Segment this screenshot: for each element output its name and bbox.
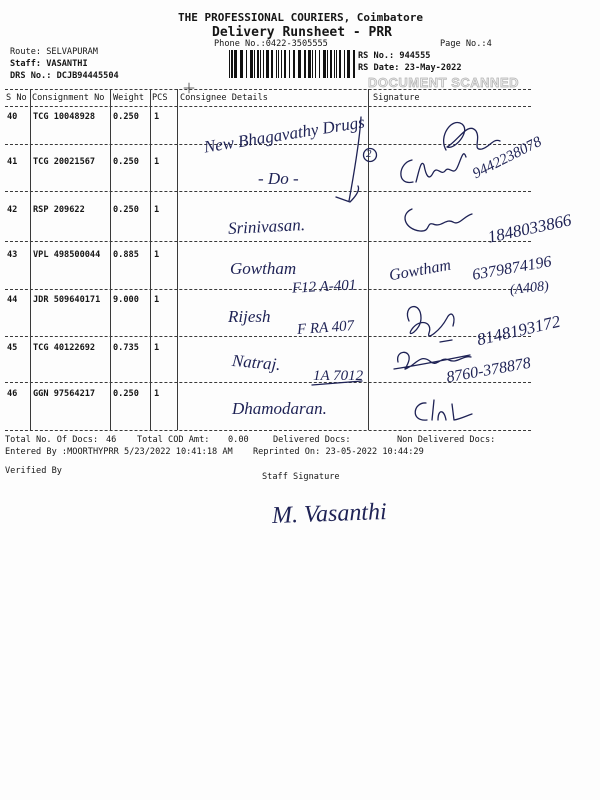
rs-number-line (358, 51, 430, 61)
barcode-bar (327, 50, 328, 78)
sno-cell: 43 (7, 250, 18, 260)
weight-cell: 0.250 (113, 112, 139, 122)
barcode-bar (289, 50, 290, 78)
weight-cell: 0.885 (113, 250, 139, 260)
consignment-cell: TCG 20021567 (33, 157, 96, 167)
drs-label: DRS No.: (10, 71, 52, 81)
barcode-bar (246, 50, 247, 78)
staff-signature-label: Staff Signature (262, 472, 340, 482)
entered-at: 5/23/2022 10:41:18 AM (124, 447, 233, 457)
phone-label: Phone No.: (214, 39, 266, 49)
barcode-bar (334, 50, 335, 78)
barcode-bar (266, 50, 269, 78)
pcs-cell: 1 (154, 343, 160, 353)
signature-scribble (444, 123, 500, 150)
consignment-cell: JDR 509640171 (33, 295, 101, 305)
staff-label: Staff: (10, 59, 42, 69)
barcode-bar (263, 50, 264, 78)
pcs-cell: 1 (154, 205, 160, 215)
registration-mark (184, 83, 194, 93)
rs-date-label: RS Date: (358, 63, 400, 73)
pcs-cell: 1 (154, 295, 160, 305)
pcs-cell: 1 (154, 112, 160, 122)
entered-by-label: Entered By : (5, 447, 68, 457)
barcode-bar (319, 50, 320, 78)
barcode-bar (240, 50, 243, 78)
route-line (10, 47, 98, 57)
receiver-phone-handwriting: 1848033866 (485, 210, 574, 247)
header-divider (5, 106, 531, 107)
rs-date-line (358, 63, 462, 73)
route-label: Route: (10, 47, 42, 57)
phone-line (214, 39, 328, 49)
consignee-handwriting: Natraj. (231, 350, 282, 375)
barcode-bar (254, 50, 255, 78)
barcode-bar (276, 50, 277, 78)
reprinted-line (253, 447, 424, 457)
entered-by-line (5, 447, 233, 457)
non-delivered-docs-label: Non Delivered Docs: (397, 435, 496, 445)
barcode-bar (278, 50, 279, 78)
receiver-phone-handwriting: 6379874196 (471, 253, 553, 284)
signature-scribble (415, 400, 472, 420)
table-header-row (0, 93, 600, 103)
barcode-bar (231, 50, 233, 78)
consignee-handwriting: Gowtham (230, 259, 297, 278)
barcode-bar (260, 50, 261, 78)
weight-cell: 9.000 (113, 295, 139, 305)
consignment-cell: GGN 97564217 (33, 389, 96, 399)
rs-value: 944555 (399, 51, 431, 61)
staff-line (10, 59, 88, 69)
consignee-handwriting: Rijesh (228, 307, 271, 326)
cod-value: 0.00 (228, 435, 249, 445)
barcode-bar (336, 50, 337, 78)
receiver-phone-handwriting: 8148193172 (474, 311, 563, 350)
sno-cell: 44 (7, 295, 18, 305)
reprinted-label: Reprinted On: (253, 447, 321, 457)
ditto-count-mark: 2 (366, 148, 372, 160)
barcode-bar (229, 50, 230, 78)
phone-value: 0422-3505555 (265, 39, 328, 49)
weight-cell: 0.250 (113, 205, 139, 215)
barcode-bar (315, 50, 316, 78)
sno-cell: 41 (7, 157, 18, 167)
consignment-cell: VPL 498500044 (33, 250, 101, 260)
reprinted-at: 23-05-2022 10:44:29 (325, 447, 424, 457)
verified-by-label: Verified By (5, 466, 62, 476)
header-consignment: Consignment No (32, 93, 105, 103)
consignee-handwriting: New Bhagavathy Drugs (202, 112, 366, 157)
consignee-address-handwriting: F RA 407 (296, 318, 355, 338)
receiver-phone-handwriting: 9442238078 (470, 133, 545, 183)
header-consignee: Consignee Details (180, 93, 268, 103)
barcode-bar (304, 50, 306, 78)
staff-signature: M. Vasanthi (271, 499, 388, 529)
table-top-divider (5, 89, 531, 90)
pcs-cell: 1 (154, 157, 160, 167)
barcode-bar (323, 50, 326, 78)
sno-cell: 42 (7, 205, 18, 215)
barcode-bar (344, 50, 345, 78)
barcode-bar (250, 50, 253, 78)
page-value: 4 (486, 39, 492, 49)
barcode-bar (330, 50, 332, 78)
cod-label: Total COD Amt: (137, 435, 210, 445)
total-docs-value: 46 (106, 435, 117, 445)
header-sno: S No (6, 93, 27, 103)
barcode (228, 50, 356, 78)
receiver-signature-name: Gowtham (387, 256, 453, 285)
company-title: THE PROFESSIONAL COURIERS, Coimbatore (178, 11, 424, 24)
weight-cell: 0.250 (113, 389, 139, 399)
barcode-bar (293, 50, 295, 78)
barcode-bar (312, 50, 313, 78)
table-row (0, 343, 600, 353)
receiver-flat-note: (A408) (509, 279, 550, 298)
barcode-bar (284, 50, 286, 78)
consignee-address-handwriting: 1A 7012 (313, 368, 364, 384)
rs-label: RS No.: (358, 51, 395, 61)
consignment-cell: TCG 10048928 (33, 112, 96, 122)
page-number (440, 39, 492, 49)
consignee-handwriting: - Do - (258, 169, 299, 188)
barcode-bar (298, 50, 301, 78)
row-divider (5, 241, 531, 242)
table-row (0, 112, 600, 122)
scanned-stamp: DOCUMENT SCANNED (368, 75, 519, 90)
runsheet-title: Delivery Runsheet - PRR (212, 25, 393, 40)
drs-value: DCJB94445504 (56, 71, 119, 81)
staff-value: VASANTHI (46, 59, 88, 69)
weight-cell: 0.250 (113, 157, 139, 167)
row-divider (5, 191, 531, 192)
barcode-bar (339, 50, 341, 78)
table-row (0, 205, 600, 215)
table-row (0, 250, 600, 260)
weight-cell: 0.735 (113, 343, 139, 353)
row-divider (5, 289, 531, 290)
consignment-cell: TCG 40122692 (33, 343, 96, 353)
header-pcs: PCS (152, 93, 168, 103)
barcode-bar (271, 50, 273, 78)
table-row (0, 389, 600, 399)
sno-cell: 40 (7, 112, 18, 122)
consignee-address-handwriting: F12 A-401 (291, 277, 357, 297)
barcode-bar (281, 50, 282, 78)
row-divider (5, 336, 531, 337)
pcs-cell: 1 (154, 250, 160, 260)
barcode-bar (308, 50, 311, 78)
consignee-handwriting: Dhamodaran. (232, 399, 327, 418)
receiver-phone-handwriting: 8760-378878 (445, 354, 533, 387)
barcode-bar (347, 50, 350, 78)
drs-line (10, 71, 119, 81)
rs-date-value: 23-May-2022 (404, 63, 462, 73)
table-bottom-divider (5, 430, 531, 431)
consignment-cell: RSP 209622 (33, 205, 85, 215)
total-docs-label: Total No. Of Docs: (5, 435, 99, 445)
route-value: SELVAPURAM (46, 47, 98, 57)
consignee-handwriting: Srinivasan. (227, 214, 306, 239)
barcode-bar (234, 50, 237, 78)
page-label: Page No.: (440, 39, 487, 49)
delivered-docs-label: Delivered Docs: (273, 435, 351, 445)
sno-cell: 45 (7, 343, 18, 353)
barcode-bar (353, 50, 355, 78)
pcs-cell: 1 (154, 389, 160, 399)
entered-by-user: MOORTHYPRR (67, 447, 119, 457)
header-signature: Signature (373, 93, 420, 103)
barcode-bar (257, 50, 259, 78)
header-weight: Weight (113, 93, 145, 103)
sno-cell: 46 (7, 389, 18, 399)
